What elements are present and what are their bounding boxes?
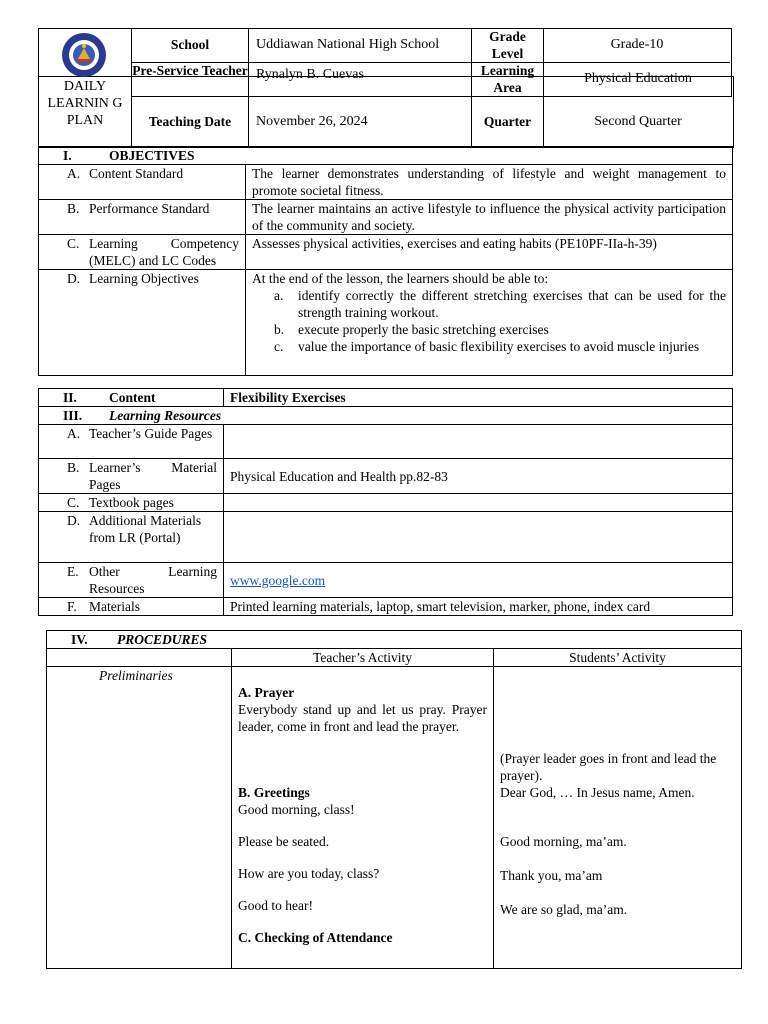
student-line: We are so glad, ma’am. [500, 902, 628, 917]
attendance-title: C. Checking of Attendance [238, 930, 393, 945]
grade-label: Grade Level [489, 29, 526, 61]
dlp-title: DAILY LEARNIN G PLAN [47, 79, 123, 128]
prayer-title: A. Prayer [238, 685, 295, 700]
student-activity-header: Students’ Activity [494, 649, 742, 667]
teacher-activity-header: Teacher’s Activity [232, 649, 494, 667]
table-row: B. Performance Standard The learner maintains an active lifestyle to influence the physical activity participation of the community and society. [39, 200, 733, 235]
content-value: Flexibility Exercises [224, 389, 733, 407]
table-row: C. Learning Competency (MELC) and LC Codes Assesses physical activities, exercises and eating habits (PE10PF-IIa-h-39) [39, 235, 733, 270]
grade-value: Grade-10 [610, 37, 664, 52]
list-item: b. execute properly the basic stretching exercises [274, 322, 549, 337]
list-item: c. value the importance of basic flexibility exercises to avoid muscle injuries [274, 339, 700, 354]
student-line: Good morning, ma’am. [500, 834, 627, 849]
greet-line: Good morning, class! [238, 802, 355, 817]
table-row: E. Other Learning Resources www.google.com [39, 563, 733, 598]
teacher-label: Pre-Service Teacher [132, 63, 248, 78]
phase-label: Preliminaries [47, 667, 232, 969]
list-item: a. identify correctly the different stretching exercises that can be used for the strength training workout. [274, 288, 726, 320]
learning-objectives-list [252, 287, 726, 355]
greet-line: How are you today, class? [238, 866, 380, 881]
greet-line: Good to hear! [238, 898, 313, 913]
teacher-value: Rynalyn B. Cuevas [256, 67, 364, 82]
table-row: A. Teacher’s Guide Pages [39, 425, 733, 459]
google-link[interactable]: www.google.com [230, 572, 326, 588]
quarter-value: Second Quarter [594, 114, 682, 129]
content-row: II. Content Flexibility Exercises [39, 389, 733, 407]
table-row: F. Materials Printed learning materials, laptop, smart television, marker, phone, index card [39, 598, 733, 616]
objectives-table [38, 146, 733, 376]
date-value: November 26, 2024 [256, 114, 368, 129]
activity-header-row [47, 649, 742, 667]
table-row: B. Learner’s Material Pages Physical Education and Health pp.82-83 [39, 459, 733, 494]
table-row: D. Additional Materials from LR (Portal) [39, 512, 733, 563]
procedures-table [46, 630, 742, 969]
greet-line: Please be seated. [238, 834, 330, 849]
student-line: Thank you, ma’am [500, 868, 603, 883]
resources-table [38, 388, 733, 616]
school-label: School [170, 37, 210, 52]
date-label: Teaching Date [148, 114, 232, 129]
preliminaries-row [47, 667, 742, 969]
school-value: Uddiawan National High School [256, 37, 440, 52]
objectives-header: I. OBJECTIVES [39, 147, 733, 165]
procedures-header: IV. PROCEDURES [47, 631, 742, 649]
student-line: (Prayer leader goes in front and lead the prayer). [500, 751, 717, 783]
quarter-label: Quarter [483, 114, 532, 129]
table-row: C. Textbook pages [39, 494, 733, 512]
area-value: Physical Education [584, 71, 692, 86]
table-row: D. Learning Objectives At the end of the lesson, the learners should be able to: a. identify correctly the different stretching exercises that can be used for the strength training workout. b. execute properly the basic stretching exercises c. value the importance of basic flexibility exercises to avoid muscle injuries [39, 270, 733, 376]
student-line: Dear God, … In Jesus name, Amen. [500, 785, 695, 800]
resources-header: III. Learning Resources [39, 407, 733, 425]
area-label: Learning Area [480, 63, 535, 95]
deped-seal-icon [58, 31, 110, 79]
objectives-intro: At the end of the lesson, the learners should be able to: [252, 271, 549, 286]
prayer-text: Everybody stand up and let us pray. Prayer leader, come in front and lead the prayer. [238, 702, 487, 734]
greetings-title: B. Greetings [238, 785, 310, 800]
table-row: A. Content Standard The learner demonstrates understanding of lifestyle and weight management to promote societal fitness. [39, 165, 733, 200]
